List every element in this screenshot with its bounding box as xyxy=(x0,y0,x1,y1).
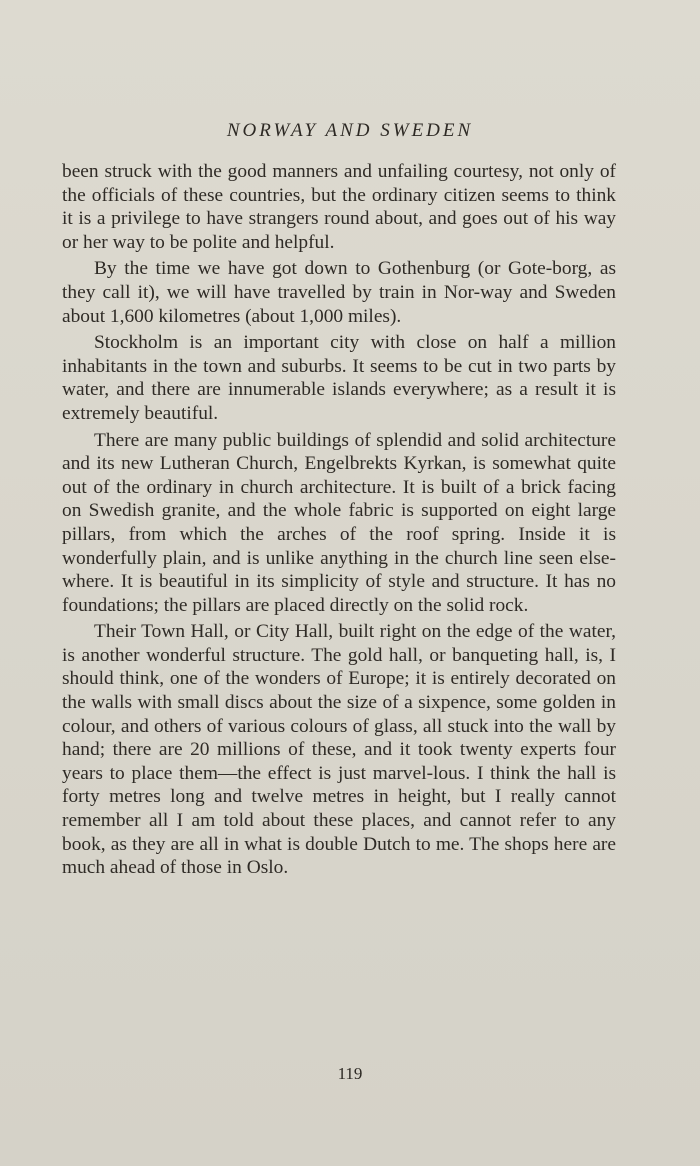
page-number: 119 xyxy=(337,1064,363,1083)
paragraph-continued: been struck with the good manners and unfailing courtesy, not only of the officials of these countries, but the ordinary citizen seems to think it is a privilege to have strangers round about, and goes out of his way or her way to be polite and helpful. xyxy=(62,161,616,253)
paragraph-town-hall: Their Town Hall, or City Hall, built right on the edge of the water, is another wonderful structure. The gold hall, or banqueting hall, is, I should think, one of the wonders of Europe; it is entirely decorated on the walls with small discs about the size of a sixpence, some golden in colour, and others of various colours of glass, all stuck into the wall by hand; there are 20 millions of these, and it took twenty experts four years to place them—the effect is just marvel-lous. I think the hall is forty metres long and twelve metres in height, but I really cannot remember all I am told about these places, and cannot refer to any book, as they are all in what is double Dutch to me. The shops here are much ahead of those in Oslo. xyxy=(62,621,616,879)
paragraph-stockholm: Stockholm is an important city with close on half a million inhabitants in the town and suburbs. It seems to be cut in two parts by water, and there are innumerable islands everywhere; as a result it is extremely beautiful. xyxy=(62,332,616,424)
running-head: NORWAY AND SWEDEN xyxy=(226,120,474,141)
body-text xyxy=(62,160,616,883)
paragraph-church: There are many public buildings of splendid and solid architecture and its new Lutheran Church, Engelbrekts Kyrkan, is somewhat quite out of the ordinary in church architecture. It is built of a brick facing on Swedish granite, and the whole fabric is supported on eight large pillars, from which the arches of the roof spring. Inside it is wonderfully plain, and is unlike anything in the church line seen else-where. It is beautiful in its simplicity of style and structure. It has no foundations; the pillars are placed directly on the solid rock. xyxy=(62,429,616,616)
paragraph-gothenburg: By the time we have got down to Gothenburg (or Gote-borg, as they call it), we will have travelled by train in Nor-way and Sweden about 1,600 kilometres (about 1,000 miles). xyxy=(62,258,616,327)
